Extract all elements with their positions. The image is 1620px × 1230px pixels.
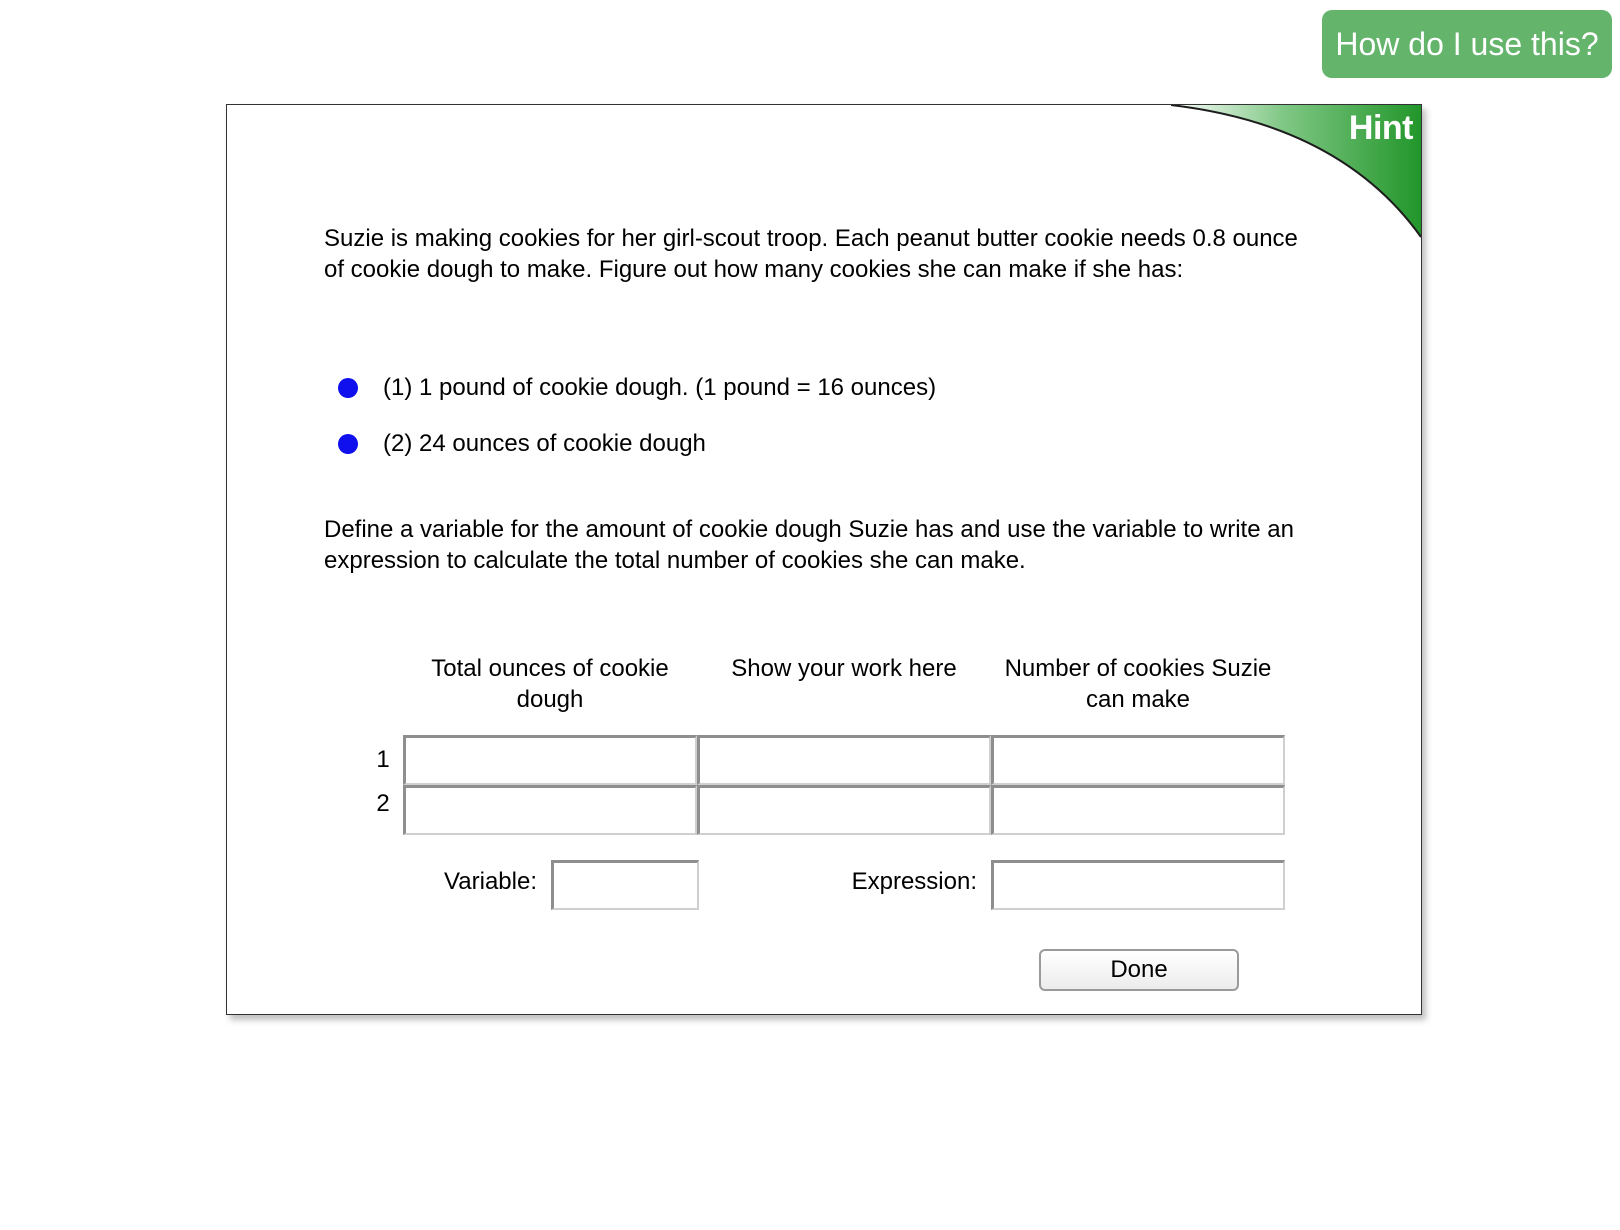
column-header-work: Show your work here	[731, 655, 957, 682]
row-label-2: 2	[376, 790, 390, 817]
hint-label: Hint	[1348, 109, 1413, 147]
column-header-cookies: Number of cookies Suzie can make	[1004, 655, 1272, 713]
how-do-i-use-this-button[interactable]: How do I use this?	[1322, 10, 1612, 78]
problem-instruction: Define a variable for the amount of cookie dough Suzie has and use the variable to write an expression to calculate the total number of cookies she can make.	[324, 516, 1294, 574]
bullet-item-1	[338, 374, 936, 402]
problem-intro: Suzie is making cookies for her girl-scout troop. Each peanut butter cookie needs 0.8 ounce of cookie dough to make. Figure out how many cookies she can make if she has:	[324, 225, 1298, 283]
bullet-text: (1) 1 pound of cookie dough. (1 pound = 16 ounces)	[383, 374, 937, 401]
cell-r2-cookies-input[interactable]	[991, 785, 1285, 835]
variable-label: Variable:	[444, 868, 537, 895]
problem-panel	[226, 104, 1422, 1015]
bullet-text: (2) 24 ounces of cookie dough	[383, 430, 706, 457]
bullet-item-2	[338, 430, 706, 458]
expression-input[interactable]	[991, 860, 1285, 910]
cell-r1-cookies-input[interactable]	[991, 735, 1285, 785]
expression-label: Expression:	[851, 868, 977, 895]
cell-r1-ounces-input[interactable]	[403, 735, 697, 785]
done-button[interactable]: Done	[1039, 949, 1239, 991]
cell-r2-work-input[interactable]	[697, 785, 991, 835]
variable-input[interactable]	[551, 860, 699, 910]
bullet-dot-icon	[338, 378, 358, 398]
bullet-dot-icon	[338, 434, 358, 454]
cell-r1-work-input[interactable]	[697, 735, 991, 785]
row-label-1: 1	[376, 746, 390, 773]
cell-r2-ounces-input[interactable]	[403, 785, 697, 835]
hint-button[interactable]	[1171, 105, 1421, 239]
column-header-ounces: Total ounces of cookie dough	[431, 655, 669, 713]
